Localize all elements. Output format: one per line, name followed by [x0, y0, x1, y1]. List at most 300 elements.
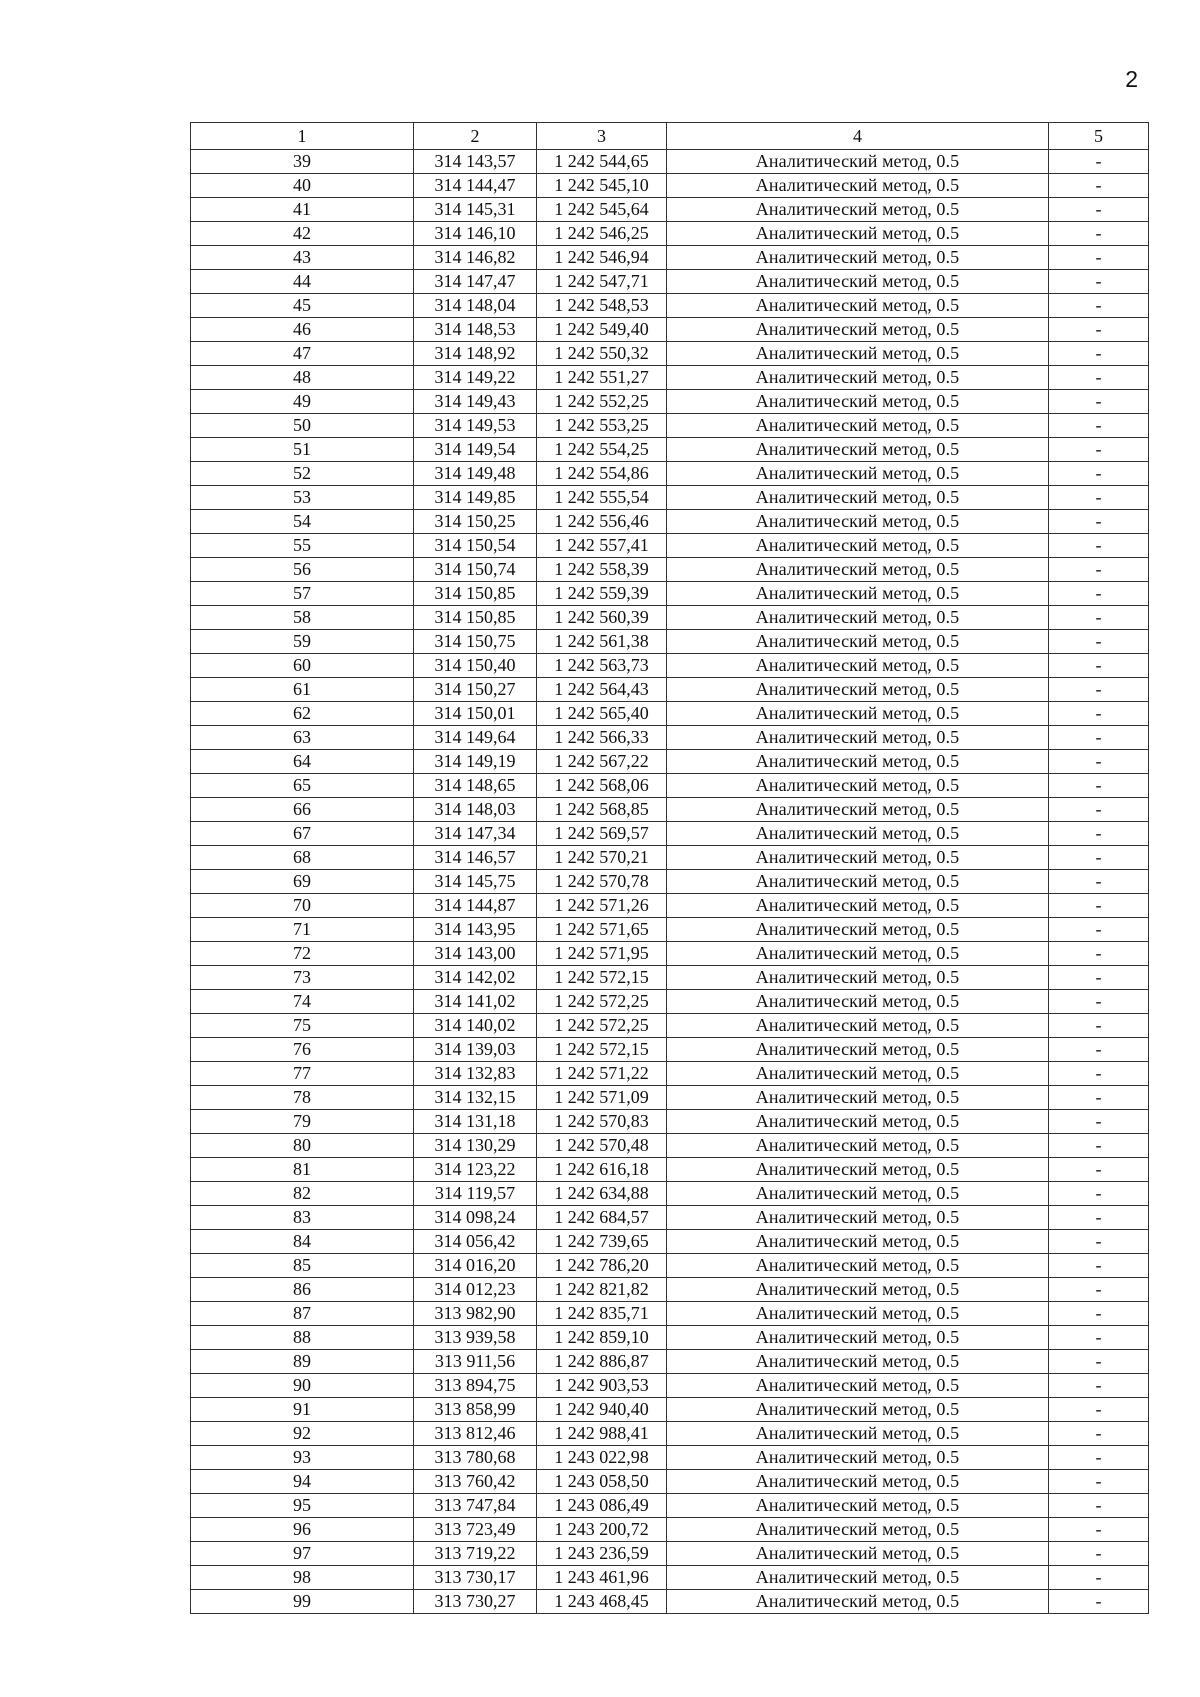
point-number-cell: 62	[191, 702, 414, 726]
point-number-cell: 76	[191, 1038, 414, 1062]
y-coordinate-cell: 1 242 564,43	[537, 678, 667, 702]
method-cell: Аналитический метод, 0.5	[667, 1422, 1049, 1446]
x-coordinate-cell: 313 982,90	[414, 1302, 537, 1326]
method-cell: Аналитический метод, 0.5	[667, 1230, 1049, 1254]
x-coordinate-cell: 314 149,53	[414, 414, 537, 438]
y-coordinate-cell: 1 242 559,39	[537, 582, 667, 606]
table-row	[191, 966, 1149, 990]
table-row	[191, 654, 1149, 678]
x-coordinate-cell: 314 149,48	[414, 462, 537, 486]
y-coordinate-cell: 1 242 552,25	[537, 390, 667, 414]
x-coordinate-cell: 314 150,40	[414, 654, 537, 678]
point-number-cell: 65	[191, 774, 414, 798]
point-number-cell: 85	[191, 1254, 414, 1278]
point-number-cell: 89	[191, 1350, 414, 1374]
y-coordinate-cell: 1 242 545,64	[537, 198, 667, 222]
table-row	[191, 702, 1149, 726]
note-cell: -	[1049, 750, 1149, 774]
y-coordinate-cell: 1 242 554,86	[537, 462, 667, 486]
note-cell: -	[1049, 654, 1149, 678]
note-cell: -	[1049, 1326, 1149, 1350]
y-coordinate-cell: 1 242 547,71	[537, 270, 667, 294]
method-cell: Аналитический метод, 0.5	[667, 918, 1049, 942]
note-cell: -	[1049, 678, 1149, 702]
y-coordinate-cell: 1 242 569,57	[537, 822, 667, 846]
method-cell: Аналитический метод, 0.5	[667, 198, 1049, 222]
note-cell: -	[1049, 1302, 1149, 1326]
x-coordinate-cell: 314 123,22	[414, 1158, 537, 1182]
note-cell: -	[1049, 918, 1149, 942]
x-coordinate-cell: 313 730,17	[414, 1566, 537, 1590]
x-coordinate-cell: 314 150,27	[414, 678, 537, 702]
note-cell: -	[1049, 630, 1149, 654]
y-coordinate-cell: 1 242 835,71	[537, 1302, 667, 1326]
method-cell: Аналитический метод, 0.5	[667, 270, 1049, 294]
note-cell: -	[1049, 1446, 1149, 1470]
method-cell: Аналитический метод, 0.5	[667, 534, 1049, 558]
y-coordinate-cell: 1 242 786,20	[537, 1254, 667, 1278]
point-number-cell: 86	[191, 1278, 414, 1302]
point-number-cell: 48	[191, 366, 414, 390]
table-row	[191, 510, 1149, 534]
y-coordinate-cell: 1 242 554,25	[537, 438, 667, 462]
point-number-cell: 63	[191, 726, 414, 750]
method-cell: Аналитический метод, 0.5	[667, 1302, 1049, 1326]
method-cell: Аналитический метод, 0.5	[667, 342, 1049, 366]
note-cell: -	[1049, 894, 1149, 918]
note-cell: -	[1049, 798, 1149, 822]
point-number-cell: 83	[191, 1206, 414, 1230]
table-row	[191, 942, 1149, 966]
table-row	[191, 174, 1149, 198]
note-cell: -	[1049, 390, 1149, 414]
note-cell: -	[1049, 438, 1149, 462]
note-cell: -	[1049, 294, 1149, 318]
note-cell: -	[1049, 174, 1149, 198]
table-row	[191, 390, 1149, 414]
method-cell: Аналитический метод, 0.5	[667, 702, 1049, 726]
table-row	[191, 678, 1149, 702]
note-cell: -	[1049, 726, 1149, 750]
x-coordinate-cell: 313 730,27	[414, 1590, 537, 1614]
x-coordinate-cell: 314 132,83	[414, 1062, 537, 1086]
note-cell: -	[1049, 1230, 1149, 1254]
method-cell: Аналитический метод, 0.5	[667, 1206, 1049, 1230]
method-cell: Аналитический метод, 0.5	[667, 1014, 1049, 1038]
point-number-cell: 46	[191, 318, 414, 342]
note-cell: -	[1049, 606, 1149, 630]
table-row	[191, 246, 1149, 270]
point-number-cell: 81	[191, 1158, 414, 1182]
table-row	[191, 1182, 1149, 1206]
note-cell: -	[1049, 1182, 1149, 1206]
y-coordinate-cell: 1 242 571,65	[537, 918, 667, 942]
table-row	[191, 1446, 1149, 1470]
page-number: 2	[1125, 66, 1138, 92]
x-coordinate-cell: 314 150,25	[414, 510, 537, 534]
table-row	[191, 1302, 1149, 1326]
point-number-cell: 72	[191, 942, 414, 966]
y-coordinate-cell: 1 242 571,22	[537, 1062, 667, 1086]
header-col-2: 2	[414, 123, 537, 150]
point-number-cell: 58	[191, 606, 414, 630]
x-coordinate-cell: 313 780,68	[414, 1446, 537, 1470]
point-number-cell: 95	[191, 1494, 414, 1518]
x-coordinate-cell: 314 146,10	[414, 222, 537, 246]
table-row	[191, 1590, 1149, 1614]
x-coordinate-cell: 314 098,24	[414, 1206, 537, 1230]
y-coordinate-cell: 1 242 988,41	[537, 1422, 667, 1446]
point-number-cell: 53	[191, 486, 414, 510]
method-cell: Аналитический метод, 0.5	[667, 1494, 1049, 1518]
note-cell: -	[1049, 870, 1149, 894]
x-coordinate-cell: 314 132,15	[414, 1086, 537, 1110]
x-coordinate-cell: 314 012,23	[414, 1278, 537, 1302]
method-cell: Аналитический метод, 0.5	[667, 1566, 1049, 1590]
point-number-cell: 77	[191, 1062, 414, 1086]
note-cell: -	[1049, 1278, 1149, 1302]
table-row	[191, 534, 1149, 558]
method-cell: Аналитический метод, 0.5	[667, 966, 1049, 990]
y-coordinate-cell: 1 242 572,15	[537, 966, 667, 990]
y-coordinate-cell: 1 242 572,25	[537, 1014, 667, 1038]
x-coordinate-cell: 314 143,00	[414, 942, 537, 966]
method-cell: Аналитический метод, 0.5	[667, 942, 1049, 966]
point-number-cell: 79	[191, 1110, 414, 1134]
note-cell: -	[1049, 1158, 1149, 1182]
x-coordinate-cell: 313 723,49	[414, 1518, 537, 1542]
y-coordinate-cell: 1 242 560,39	[537, 606, 667, 630]
x-coordinate-cell: 313 911,56	[414, 1350, 537, 1374]
table-row	[191, 1110, 1149, 1134]
y-coordinate-cell: 1 243 200,72	[537, 1518, 667, 1542]
y-coordinate-cell: 1 242 546,25	[537, 222, 667, 246]
x-coordinate-cell: 314 148,04	[414, 294, 537, 318]
table-row	[191, 1206, 1149, 1230]
y-coordinate-cell: 1 242 634,88	[537, 1182, 667, 1206]
point-number-cell: 88	[191, 1326, 414, 1350]
table-row	[191, 1398, 1149, 1422]
table-row	[191, 1038, 1149, 1062]
method-cell: Аналитический метод, 0.5	[667, 1518, 1049, 1542]
note-cell: -	[1049, 1206, 1149, 1230]
method-cell: Аналитический метод, 0.5	[667, 294, 1049, 318]
point-number-cell: 91	[191, 1398, 414, 1422]
x-coordinate-cell: 314 150,74	[414, 558, 537, 582]
note-cell: -	[1049, 990, 1149, 1014]
table-row	[191, 894, 1149, 918]
x-coordinate-cell: 314 142,02	[414, 966, 537, 990]
point-number-cell: 70	[191, 894, 414, 918]
table-row	[191, 294, 1149, 318]
table-header-row	[191, 123, 1149, 150]
note-cell: -	[1049, 1086, 1149, 1110]
table-row	[191, 150, 1149, 174]
table-row	[191, 366, 1149, 390]
header-col-5: 5	[1049, 123, 1149, 150]
x-coordinate-cell: 314 150,85	[414, 606, 537, 630]
table-row	[191, 774, 1149, 798]
note-cell: -	[1049, 510, 1149, 534]
y-coordinate-cell: 1 242 572,15	[537, 1038, 667, 1062]
header-col-1: 1	[191, 123, 414, 150]
method-cell: Аналитический метод, 0.5	[667, 750, 1049, 774]
x-coordinate-cell: 314 149,54	[414, 438, 537, 462]
note-cell: -	[1049, 534, 1149, 558]
method-cell: Аналитический метод, 0.5	[667, 1350, 1049, 1374]
y-coordinate-cell: 1 242 572,25	[537, 990, 667, 1014]
note-cell: -	[1049, 1518, 1149, 1542]
table-row	[191, 414, 1149, 438]
x-coordinate-cell: 314 149,19	[414, 750, 537, 774]
note-cell: -	[1049, 966, 1149, 990]
point-number-cell: 68	[191, 846, 414, 870]
method-cell: Аналитический метод, 0.5	[667, 1278, 1049, 1302]
x-coordinate-cell: 313 719,22	[414, 1542, 537, 1566]
y-coordinate-cell: 1 242 859,10	[537, 1326, 667, 1350]
table-row	[191, 1326, 1149, 1350]
x-coordinate-cell: 313 812,46	[414, 1422, 537, 1446]
y-coordinate-cell: 1 242 739,65	[537, 1230, 667, 1254]
method-cell: Аналитический метод, 0.5	[667, 870, 1049, 894]
x-coordinate-cell: 314 147,34	[414, 822, 537, 846]
note-cell: -	[1049, 486, 1149, 510]
table-row	[191, 630, 1149, 654]
method-cell: Аналитический метод, 0.5	[667, 414, 1049, 438]
point-number-cell: 82	[191, 1182, 414, 1206]
point-number-cell: 42	[191, 222, 414, 246]
point-number-cell: 94	[191, 1470, 414, 1494]
table-row	[191, 990, 1149, 1014]
y-coordinate-cell: 1 243 468,45	[537, 1590, 667, 1614]
note-cell: -	[1049, 342, 1149, 366]
point-number-cell: 55	[191, 534, 414, 558]
method-cell: Аналитический метод, 0.5	[667, 1062, 1049, 1086]
point-number-cell: 87	[191, 1302, 414, 1326]
x-coordinate-cell: 314 149,85	[414, 486, 537, 510]
x-coordinate-cell: 314 149,64	[414, 726, 537, 750]
y-coordinate-cell: 1 242 684,57	[537, 1206, 667, 1230]
method-cell: Аналитический метод, 0.5	[667, 1086, 1049, 1110]
table-row	[191, 582, 1149, 606]
note-cell: -	[1049, 1422, 1149, 1446]
y-coordinate-cell: 1 242 551,27	[537, 366, 667, 390]
method-cell: Аналитический метод, 0.5	[667, 1446, 1049, 1470]
table-row	[191, 822, 1149, 846]
y-coordinate-cell: 1 242 545,10	[537, 174, 667, 198]
x-coordinate-cell: 314 141,02	[414, 990, 537, 1014]
method-cell: Аналитический метод, 0.5	[667, 438, 1049, 462]
y-coordinate-cell: 1 243 236,59	[537, 1542, 667, 1566]
y-coordinate-cell: 1 242 549,40	[537, 318, 667, 342]
x-coordinate-cell: 314 148,03	[414, 798, 537, 822]
y-coordinate-cell: 1 242 886,87	[537, 1350, 667, 1374]
point-number-cell: 50	[191, 414, 414, 438]
y-coordinate-cell: 1 243 461,96	[537, 1566, 667, 1590]
x-coordinate-cell: 314 146,82	[414, 246, 537, 270]
note-cell: -	[1049, 822, 1149, 846]
method-cell: Аналитический метод, 0.5	[667, 822, 1049, 846]
point-number-cell: 43	[191, 246, 414, 270]
point-number-cell: 90	[191, 1374, 414, 1398]
table-body	[191, 150, 1149, 1614]
x-coordinate-cell: 314 146,57	[414, 846, 537, 870]
note-cell: -	[1049, 942, 1149, 966]
table-row	[191, 1062, 1149, 1086]
y-coordinate-cell: 1 242 544,65	[537, 150, 667, 174]
x-coordinate-cell: 314 150,85	[414, 582, 537, 606]
y-coordinate-cell: 1 243 022,98	[537, 1446, 667, 1470]
y-coordinate-cell: 1 242 570,21	[537, 846, 667, 870]
method-cell: Аналитический метод, 0.5	[667, 894, 1049, 918]
table-row	[191, 870, 1149, 894]
method-cell: Аналитический метод, 0.5	[667, 1254, 1049, 1278]
note-cell: -	[1049, 774, 1149, 798]
point-number-cell: 92	[191, 1422, 414, 1446]
x-coordinate-cell: 314 148,53	[414, 318, 537, 342]
method-cell: Аналитический метод, 0.5	[667, 798, 1049, 822]
x-coordinate-cell: 314 130,29	[414, 1134, 537, 1158]
note-cell: -	[1049, 222, 1149, 246]
method-cell: Аналитический метод, 0.5	[667, 318, 1049, 342]
point-number-cell: 54	[191, 510, 414, 534]
method-cell: Аналитический метод, 0.5	[667, 630, 1049, 654]
y-coordinate-cell: 1 242 571,26	[537, 894, 667, 918]
x-coordinate-cell: 313 939,58	[414, 1326, 537, 1350]
y-coordinate-cell: 1 242 571,95	[537, 942, 667, 966]
note-cell: -	[1049, 246, 1149, 270]
x-coordinate-cell: 313 747,84	[414, 1494, 537, 1518]
x-coordinate-cell: 314 149,43	[414, 390, 537, 414]
note-cell: -	[1049, 582, 1149, 606]
table-row	[191, 798, 1149, 822]
point-number-cell: 80	[191, 1134, 414, 1158]
note-cell: -	[1049, 366, 1149, 390]
point-number-cell: 59	[191, 630, 414, 654]
table-row	[191, 1566, 1149, 1590]
method-cell: Аналитический метод, 0.5	[667, 678, 1049, 702]
y-coordinate-cell: 1 242 553,25	[537, 414, 667, 438]
method-cell: Аналитический метод, 0.5	[667, 462, 1049, 486]
method-cell: Аналитический метод, 0.5	[667, 558, 1049, 582]
note-cell: -	[1049, 1254, 1149, 1278]
method-cell: Аналитический метод, 0.5	[667, 174, 1049, 198]
point-number-cell: 49	[191, 390, 414, 414]
point-number-cell: 67	[191, 822, 414, 846]
point-number-cell: 73	[191, 966, 414, 990]
y-coordinate-cell: 1 242 821,82	[537, 1278, 667, 1302]
method-cell: Аналитический метод, 0.5	[667, 366, 1049, 390]
point-number-cell: 99	[191, 1590, 414, 1614]
note-cell: -	[1049, 1374, 1149, 1398]
point-number-cell: 44	[191, 270, 414, 294]
y-coordinate-cell: 1 242 565,40	[537, 702, 667, 726]
method-cell: Аналитический метод, 0.5	[667, 1590, 1049, 1614]
method-cell: Аналитический метод, 0.5	[667, 1542, 1049, 1566]
method-cell: Аналитический метод, 0.5	[667, 222, 1049, 246]
note-cell: -	[1049, 1566, 1149, 1590]
method-cell: Аналитический метод, 0.5	[667, 486, 1049, 510]
note-cell: -	[1049, 1038, 1149, 1062]
table-row	[191, 1158, 1149, 1182]
note-cell: -	[1049, 1494, 1149, 1518]
y-coordinate-cell: 1 242 563,73	[537, 654, 667, 678]
table-row	[191, 918, 1149, 942]
note-cell: -	[1049, 462, 1149, 486]
x-coordinate-cell: 314 144,47	[414, 174, 537, 198]
point-number-cell: 45	[191, 294, 414, 318]
point-number-cell: 84	[191, 1230, 414, 1254]
x-coordinate-cell: 314 147,47	[414, 270, 537, 294]
point-number-cell: 41	[191, 198, 414, 222]
method-cell: Аналитический метод, 0.5	[667, 654, 1049, 678]
point-number-cell: 60	[191, 654, 414, 678]
point-number-cell: 57	[191, 582, 414, 606]
table-row	[191, 438, 1149, 462]
point-number-cell: 61	[191, 678, 414, 702]
method-cell: Аналитический метод, 0.5	[667, 990, 1049, 1014]
table-row	[191, 318, 1149, 342]
method-cell: Аналитический метод, 0.5	[667, 774, 1049, 798]
point-number-cell: 64	[191, 750, 414, 774]
method-cell: Аналитический метод, 0.5	[667, 390, 1049, 414]
table-row	[191, 342, 1149, 366]
note-cell: -	[1049, 198, 1149, 222]
note-cell: -	[1049, 1470, 1149, 1494]
table-row	[191, 1278, 1149, 1302]
point-number-cell: 56	[191, 558, 414, 582]
point-number-cell: 97	[191, 1542, 414, 1566]
method-cell: Аналитический метод, 0.5	[667, 846, 1049, 870]
method-cell: Аналитический метод, 0.5	[667, 1470, 1049, 1494]
x-coordinate-cell: 314 149,22	[414, 366, 537, 390]
table-row	[191, 1494, 1149, 1518]
point-number-cell: 66	[191, 798, 414, 822]
x-coordinate-cell: 314 144,87	[414, 894, 537, 918]
header-col-4: 4	[667, 123, 1049, 150]
y-coordinate-cell: 1 242 903,53	[537, 1374, 667, 1398]
x-coordinate-cell: 313 858,99	[414, 1398, 537, 1422]
note-cell: -	[1049, 1398, 1149, 1422]
table-row	[191, 462, 1149, 486]
y-coordinate-cell: 1 242 571,09	[537, 1086, 667, 1110]
note-cell: -	[1049, 1590, 1149, 1614]
table-row	[191, 1254, 1149, 1278]
table-row	[191, 1518, 1149, 1542]
point-number-cell: 40	[191, 174, 414, 198]
method-cell: Аналитический метод, 0.5	[667, 510, 1049, 534]
table-row	[191, 486, 1149, 510]
y-coordinate-cell: 1 242 566,33	[537, 726, 667, 750]
method-cell: Аналитический метод, 0.5	[667, 1374, 1049, 1398]
x-coordinate-cell: 313 894,75	[414, 1374, 537, 1398]
table-row	[191, 1422, 1149, 1446]
x-coordinate-cell: 314 145,75	[414, 870, 537, 894]
y-coordinate-cell: 1 243 086,49	[537, 1494, 667, 1518]
point-number-cell: 39	[191, 150, 414, 174]
y-coordinate-cell: 1 242 561,38	[537, 630, 667, 654]
table-row	[191, 1014, 1149, 1038]
point-number-cell: 51	[191, 438, 414, 462]
method-cell: Аналитический метод, 0.5	[667, 150, 1049, 174]
y-coordinate-cell: 1 242 548,53	[537, 294, 667, 318]
y-coordinate-cell: 1 242 550,32	[537, 342, 667, 366]
method-cell: Аналитический метод, 0.5	[667, 1398, 1049, 1422]
y-coordinate-cell: 1 242 567,22	[537, 750, 667, 774]
table-row	[191, 1542, 1149, 1566]
y-coordinate-cell: 1 242 616,18	[537, 1158, 667, 1182]
y-coordinate-cell: 1 242 546,94	[537, 246, 667, 270]
